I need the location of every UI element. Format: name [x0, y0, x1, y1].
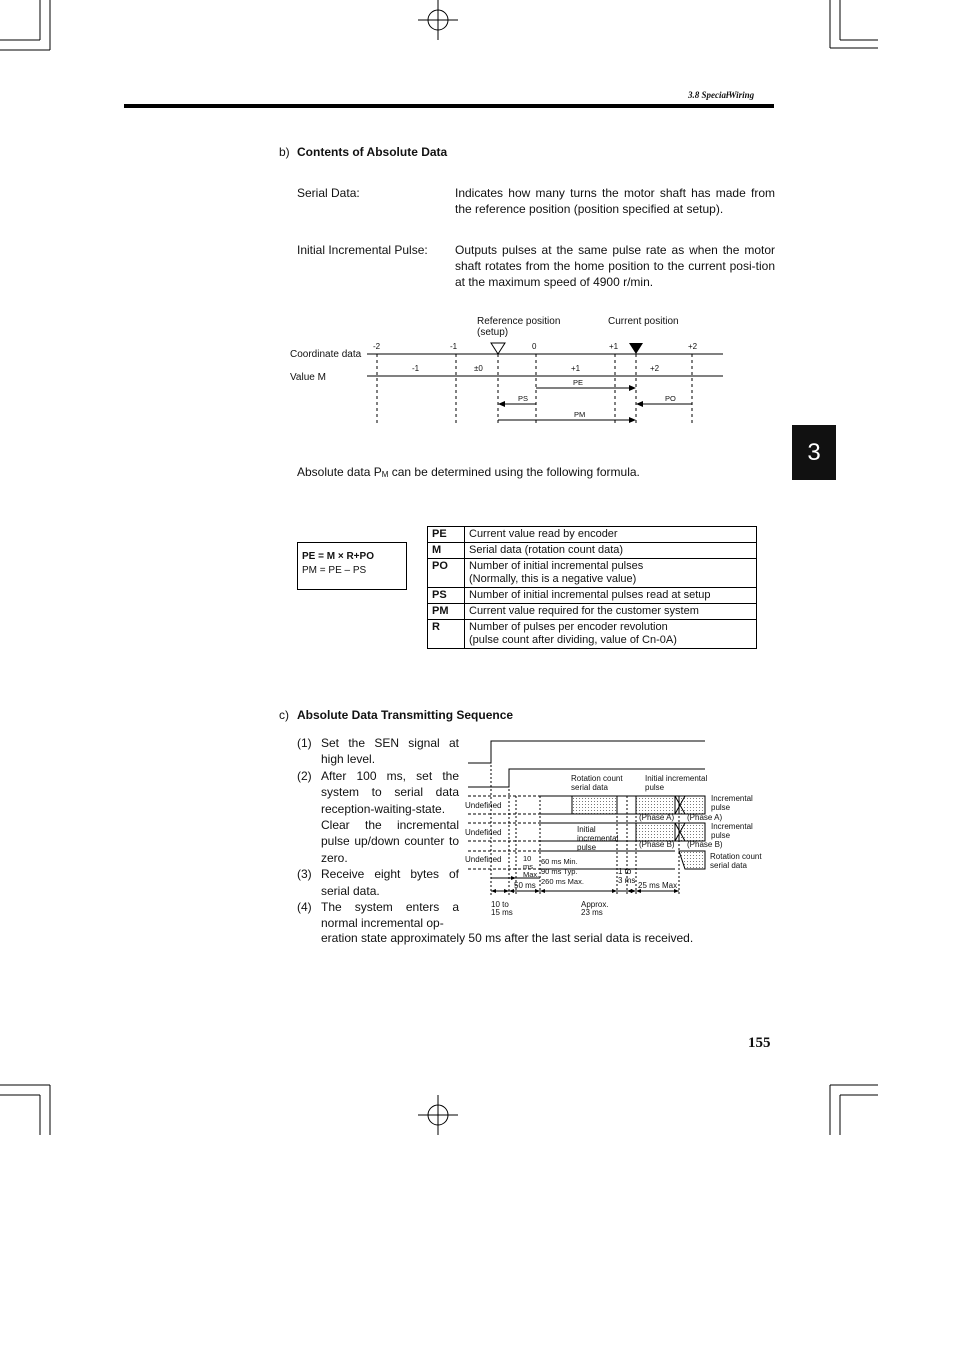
phase-a-label-left: (Phase A)	[639, 813, 675, 822]
var-desc-line: Number of pulses per encoder revolution	[469, 621, 668, 633]
section-b-letter: b)	[279, 145, 290, 159]
step-number: (3)	[297, 867, 312, 882]
time-ms: ms	[523, 862, 533, 871]
current-position-label: Current position	[608, 316, 679, 327]
rotation-count-right-2: serial data	[710, 861, 747, 870]
rotation-count-label: Rotation count	[571, 774, 623, 783]
def-term-initial: Initial Incremental Pulse:	[297, 243, 428, 257]
var-symbol: PE	[428, 527, 465, 543]
incremental-pulse-b-2: pulse	[711, 831, 731, 840]
initial-incremental-label: Initial incremental	[645, 774, 708, 783]
initial-pulse-sub: pulse	[577, 843, 597, 852]
chapter-tab: 3	[792, 425, 836, 480]
incremental-pulse-a-2: pulse	[711, 803, 731, 812]
value-m-label: Value M	[290, 372, 326, 383]
phase-b-label-left: (Phase B)	[639, 840, 675, 849]
step-4-continued: eration state approximately 50 ms after the last serial data is received.	[321, 931, 694, 945]
time-10: 10	[523, 854, 532, 863]
pe-label: PE	[573, 378, 584, 387]
time-50-ms: 50 ms	[514, 881, 536, 890]
def-desc-initial: Outputs pulses at the same pulse rate as when the motor shaft rotates from the home position to the current posi-tion at the maximum speed of 4900 r/min.	[455, 243, 775, 289]
rotation-count-serial: serial data	[571, 783, 608, 792]
undefined-label-1: Undefined	[465, 801, 502, 810]
step-number: (1)	[297, 736, 312, 750]
initial-label: Initial	[577, 825, 596, 834]
formula-line-2: PM = PE – PS	[302, 565, 367, 576]
step-number: (4)	[297, 900, 312, 915]
var-desc-line: (pulse count after dividing, value of Cn-0A)	[469, 634, 677, 646]
undefined-label-3: Undefined	[465, 855, 502, 864]
section-c-letter: c)	[279, 708, 289, 722]
ref-position-label: Reference position	[477, 316, 561, 327]
var-desc-line: (Normally, this is a negative value)	[469, 573, 637, 585]
coord-tick: 0	[532, 342, 537, 351]
time-3-ms: 3 ms	[618, 876, 636, 885]
var-desc-line: Number of initial incremental pulses read at setup	[469, 589, 711, 601]
incremental-pulse-a-1: Incremental	[711, 794, 753, 803]
value-tick: +1	[571, 364, 581, 373]
phase-b-label-right: (Phase B)	[687, 840, 723, 849]
incremental-pulse-b-1: Incremental	[711, 822, 753, 831]
value-tick: +2	[650, 364, 660, 373]
ref-position-setup: (setup)	[477, 327, 509, 338]
var-symbol: PO	[428, 559, 465, 588]
var-desc-line: Serial data (rotation count data)	[469, 544, 624, 556]
var-symbol: PS	[428, 588, 465, 604]
value-tick: -1	[412, 364, 420, 373]
var-desc-line: Number of initial incremental pulses	[469, 560, 644, 572]
value-tick: ±0	[474, 364, 483, 373]
po-label: PO	[665, 394, 676, 403]
phase-a-label-right: (Phase A)	[687, 813, 723, 822]
time-260-max: 260 ms Max.	[541, 877, 584, 886]
def-desc-serial: Indicates how many turns the motor shaft has made from the reference position (position specified at setup).	[455, 186, 775, 216]
time-approx: Approx.	[581, 900, 609, 909]
rotation-count-right-1: Rotation count	[710, 852, 762, 861]
time-23-ms: 23 ms	[581, 908, 603, 917]
running-header: 3.8 Special̶Wiring	[688, 90, 755, 100]
step-text: After 100 ms, set the system to serial data reception-waiting-state. Clear the incremental pulse up/down counter to zero.	[321, 768, 459, 865]
formula-intro-sub: M	[381, 470, 389, 479]
coord-tick: +1	[609, 342, 619, 351]
var-desc-line: Current value read by encoder	[469, 528, 618, 540]
time-1-to: 1 to	[618, 867, 632, 876]
step-text: The system enters a normal incremental op-	[321, 900, 459, 931]
step-text: Set the SEN signal at high level.	[321, 736, 459, 767]
coord-tick: +2	[688, 342, 698, 351]
time-15-ms: 15 ms	[491, 908, 513, 917]
pm-label: PM	[574, 410, 586, 419]
var-desc-line: Current value required for the customer system	[469, 605, 699, 617]
coordinate-data-label: Coordinate data	[290, 349, 362, 360]
coord-tick: -1	[450, 342, 458, 351]
var-symbol: M	[428, 543, 465, 559]
undefined-label-2: Undefined	[465, 828, 502, 837]
def-term-serial: Serial Data:	[297, 186, 360, 200]
page-number: 155	[748, 1035, 771, 1051]
var-symbol: R	[428, 620, 465, 649]
var-symbol: PM	[428, 604, 465, 620]
time-max: Max.	[523, 870, 540, 879]
step-text: Receive eight bytes of serial data.	[321, 867, 459, 898]
coord-tick: -2	[373, 342, 381, 351]
formula-line-1: PE = M × R+PO	[302, 551, 374, 562]
time-60-min: 60 ms Min.	[541, 857, 578, 866]
section-c-title: Absolute Data Transmitting Sequence	[297, 708, 514, 722]
time-90-typ: 90 ms Typ.	[541, 867, 578, 876]
step-number: (2)	[297, 768, 312, 783]
initial-incremental-pulse: pulse	[645, 783, 665, 792]
section-b-title: Contents of Absolute Data	[297, 145, 448, 159]
formula-intro-post: can be determined using the following formula.	[388, 465, 640, 479]
time-10-to: 10 to	[491, 900, 509, 909]
time-25-max: 25 ms Max	[638, 881, 678, 890]
ps-label: PS	[518, 394, 529, 403]
formula-intro-pre: Absolute data P	[297, 465, 382, 479]
initial-incremental-sub: incremental	[577, 834, 619, 843]
